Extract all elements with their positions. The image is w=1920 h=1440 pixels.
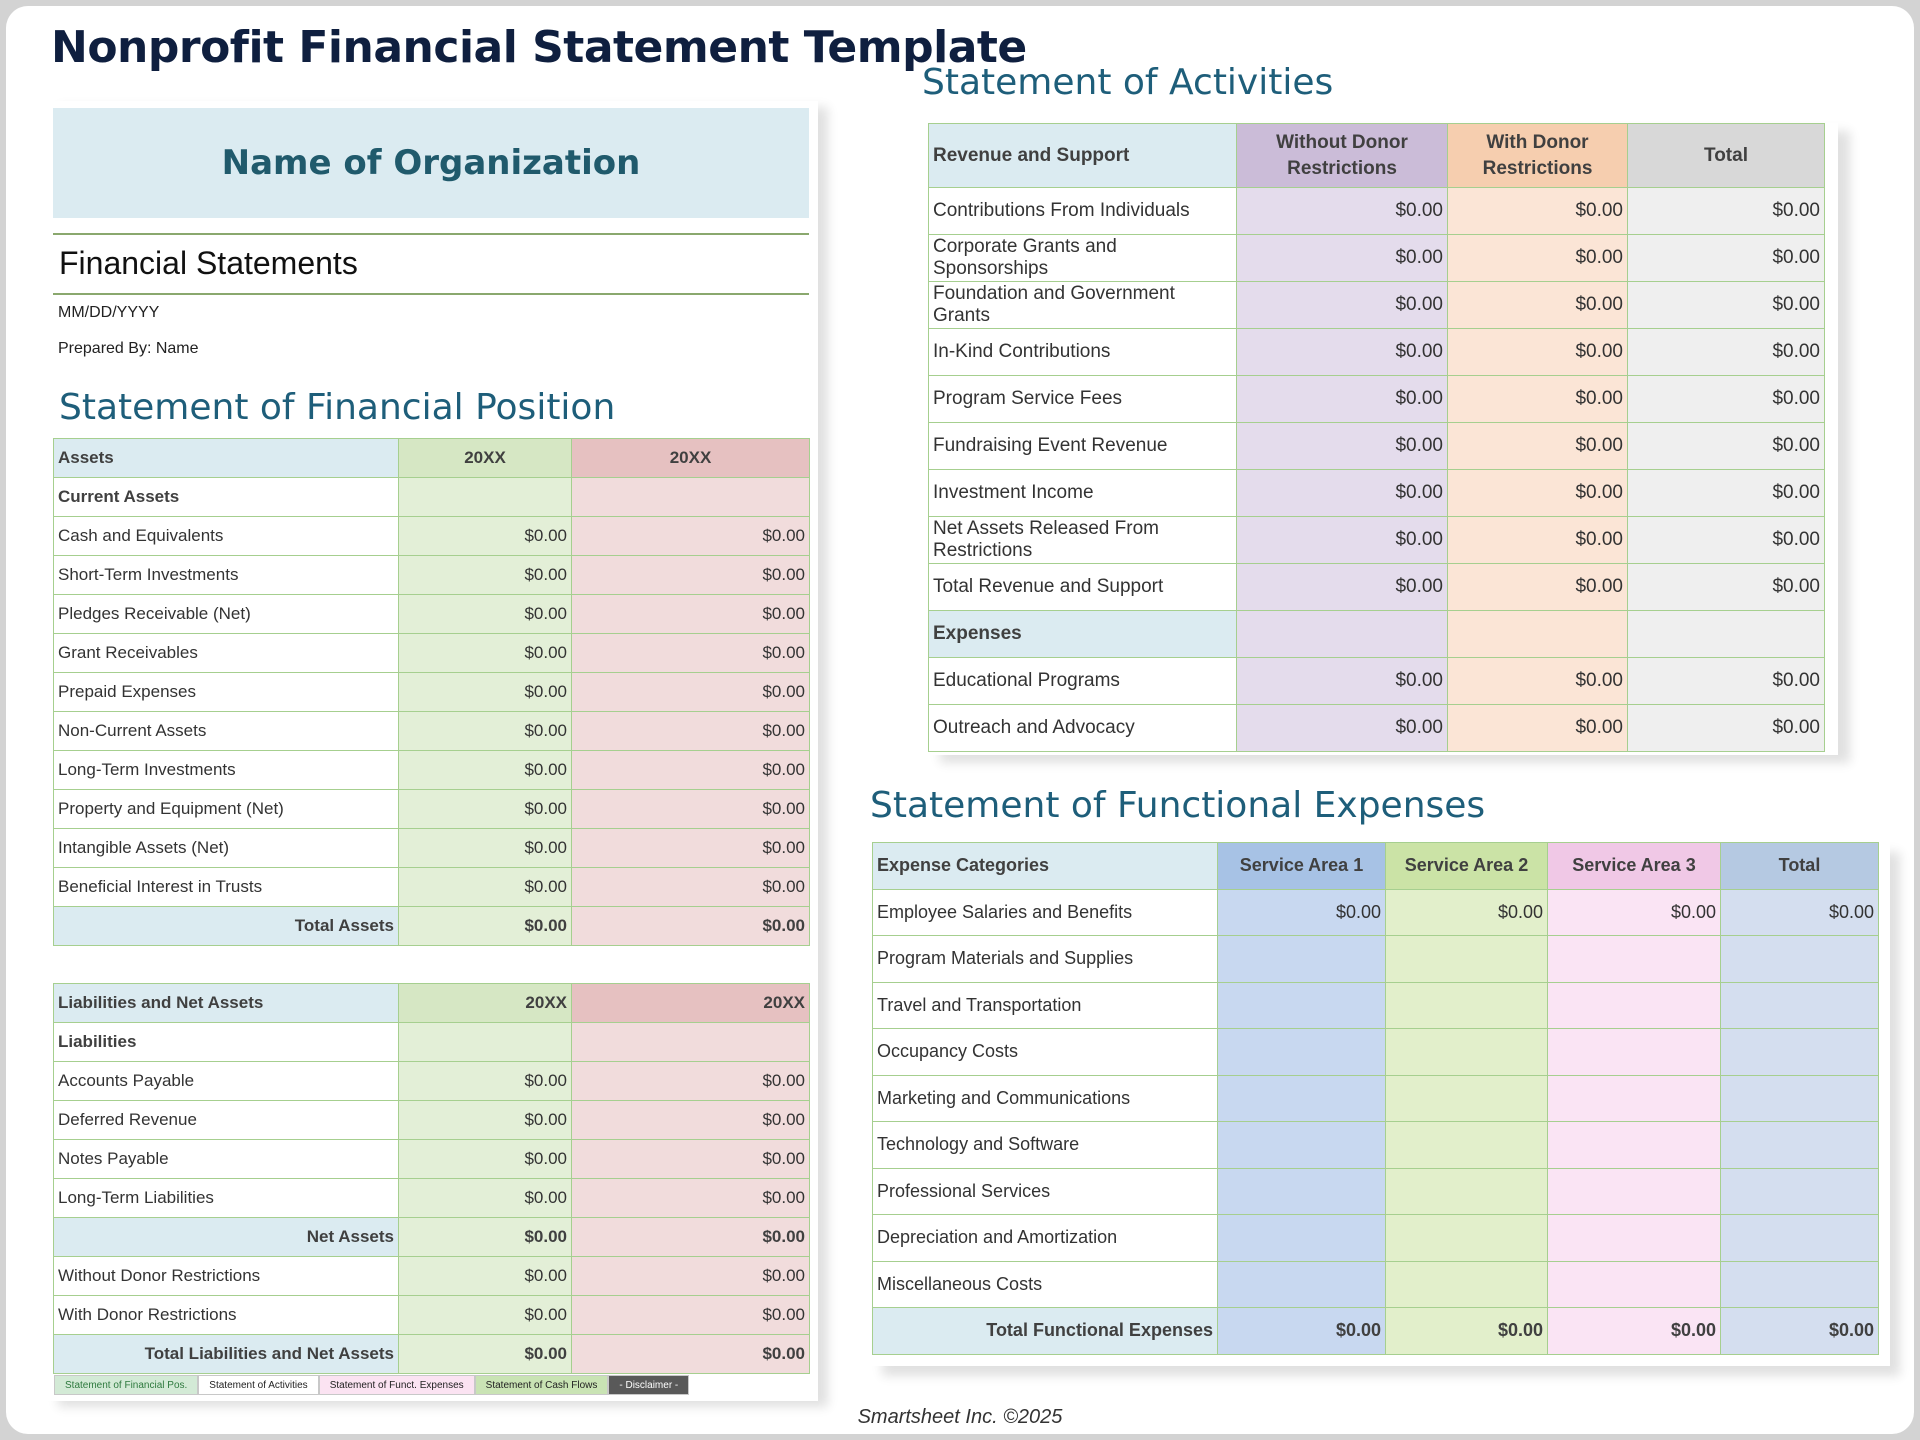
table-row <box>929 517 1825 564</box>
year-1-value[interactable]: $0.00 <box>399 1257 572 1296</box>
total-assets-label: Total Assets <box>54 907 399 946</box>
with-donor-value[interactable]: $0.00 <box>1448 705 1628 752</box>
table-row <box>929 376 1825 423</box>
category-label: Travel and Transportation <box>873 982 1218 1029</box>
service-area-2-value[interactable] <box>1386 1215 1548 1262</box>
expenses-label: Expenses <box>929 611 1237 658</box>
service-area-3-value[interactable] <box>1548 936 1721 983</box>
without-donor-value[interactable]: $0.00 <box>1237 188 1448 235</box>
row-label: Corporate Grants and Sponsorships <box>929 235 1237 282</box>
with-donor-value[interactable]: $0.00 <box>1448 329 1628 376</box>
empty-cell <box>1448 611 1628 658</box>
total-header: Total <box>1721 843 1879 890</box>
sheet-tab[interactable]: Statement of Activities <box>198 1375 318 1395</box>
row-label: Outreach and Advocacy <box>929 705 1237 752</box>
row-label: Educational Programs <box>929 658 1237 705</box>
total-value: $0.00 <box>1628 376 1825 423</box>
year-1-value[interactable]: $0.00 <box>399 595 572 634</box>
year-1-value[interactable]: $0.00 <box>399 751 572 790</box>
table-row <box>873 936 1879 983</box>
total-liabilities-year-1: $0.00 <box>399 1335 572 1374</box>
functional-expenses-title: Statement of Functional Expenses <box>870 785 1486 826</box>
table-header-row <box>929 124 1825 188</box>
table-row <box>54 1140 810 1179</box>
with-donor-value[interactable]: $0.00 <box>1448 470 1628 517</box>
net-assets-row <box>54 1218 810 1257</box>
current-assets-label: Current Assets <box>54 478 399 517</box>
table-row <box>54 868 810 907</box>
category-label: Marketing and Communications <box>873 1075 1218 1122</box>
financial-position-sheet <box>48 101 818 1401</box>
service-area-2-value[interactable]: $0.00 <box>1386 889 1548 936</box>
total-functional-label: Total Functional Expenses <box>873 1308 1218 1355</box>
row-label: Short-Term Investments <box>54 556 399 595</box>
table-row <box>873 1261 1879 1308</box>
total-value: $0.00 <box>1628 282 1825 329</box>
without-donor-value[interactable]: $0.00 <box>1237 705 1448 752</box>
row-label: Fundraising Event Revenue <box>929 423 1237 470</box>
total-value <box>1721 936 1879 983</box>
without-donor-value[interactable]: $0.00 <box>1237 329 1448 376</box>
table-row <box>54 1101 810 1140</box>
functional-expenses-table <box>872 842 1879 1355</box>
category-label: Occupancy Costs <box>873 1029 1218 1076</box>
sheet-tab[interactable]: - Disclaimer - <box>608 1375 689 1395</box>
year-1-value[interactable]: $0.00 <box>399 634 572 673</box>
total-value: $0.00 <box>1628 658 1825 705</box>
table-row <box>54 829 810 868</box>
year-2-value[interactable]: $0.00 <box>572 556 810 595</box>
with-donor-value[interactable]: $0.00 <box>1448 235 1628 282</box>
total-functional-total: $0.00 <box>1721 1308 1879 1355</box>
service-area-2-value[interactable] <box>1386 1075 1548 1122</box>
table-row <box>54 1179 810 1218</box>
row-label: Long-Term Liabilities <box>54 1179 399 1218</box>
year-2-value[interactable]: $0.00 <box>572 673 810 712</box>
year-2-value[interactable]: $0.00 <box>572 1179 810 1218</box>
without-donor-value[interactable]: $0.00 <box>1237 658 1448 705</box>
year-1-value[interactable]: $0.00 <box>399 790 572 829</box>
liabilities-label: Liabilities <box>54 1023 399 1062</box>
total-liabilities-year-2: $0.00 <box>572 1335 810 1374</box>
empty-cell <box>572 478 810 517</box>
total-value <box>1721 1075 1879 1122</box>
functional-expenses-sheet <box>872 842 1890 1366</box>
row-label: Deferred Revenue <box>54 1101 399 1140</box>
page-title: Nonprofit Financial Statement Template <box>51 22 1027 73</box>
table-row <box>873 1029 1879 1076</box>
year-2-value[interactable]: $0.00 <box>572 1101 810 1140</box>
table-row <box>54 1296 810 1335</box>
year-1-value[interactable]: $0.00 <box>399 1062 572 1101</box>
total-service-area-3: $0.00 <box>1548 1308 1721 1355</box>
total-value: $0.00 <box>1628 470 1825 517</box>
total-value <box>1721 982 1879 1029</box>
total-assets-year-2: $0.00 <box>572 907 810 946</box>
row-label: Prepaid Expenses <box>54 673 399 712</box>
section-row <box>54 1023 810 1062</box>
total-value: $0.00 <box>1721 889 1879 936</box>
service-area-2-value[interactable] <box>1386 936 1548 983</box>
year-1-value[interactable]: $0.00 <box>399 1140 572 1179</box>
total-value <box>1721 1215 1879 1262</box>
service-area-3-value[interactable] <box>1548 1261 1721 1308</box>
row-label: Non-Current Assets <box>54 712 399 751</box>
empty-cell <box>572 1023 810 1062</box>
net-assets-year-2: $0.00 <box>572 1218 810 1257</box>
empty-cell <box>399 1023 572 1062</box>
row-label: Contributions From Individuals <box>929 188 1237 235</box>
year-2-value[interactable]: $0.00 <box>572 751 810 790</box>
total-value <box>1721 1261 1879 1308</box>
year-header-2[interactable]: 20XX <box>572 984 810 1023</box>
row-label: Investment Income <box>929 470 1237 517</box>
row-label: Beneficial Interest in Trusts <box>54 868 399 907</box>
row-label: Intangible Assets (Net) <box>54 829 399 868</box>
table-row <box>54 673 810 712</box>
year-2-value[interactable]: $0.00 <box>572 1257 810 1296</box>
row-label: Foundation and Government Grants <box>929 282 1237 329</box>
year-1-value[interactable]: $0.00 <box>399 829 572 868</box>
row-label: Total Revenue and Support <box>929 564 1237 611</box>
sheet-tab[interactable]: Statement of Funct. Expenses <box>319 1375 475 1395</box>
year-1-value[interactable]: $0.00 <box>399 712 572 751</box>
service-area-2-value[interactable] <box>1386 982 1548 1029</box>
service-area-2-value[interactable] <box>1386 1122 1548 1169</box>
activities-title: Statement of Activities <box>922 62 1334 103</box>
row-label: Pledges Receivable (Net) <box>54 595 399 634</box>
table-header-row <box>54 439 810 478</box>
with-donor-header: With Donor Restrictions <box>1448 124 1628 188</box>
total-assets-year-1: $0.00 <box>399 907 572 946</box>
template-page <box>6 6 1914 1434</box>
service-area-3-value[interactable] <box>1548 1168 1721 1215</box>
empty-cell <box>399 478 572 517</box>
divider <box>53 293 809 295</box>
without-donor-value[interactable]: $0.00 <box>1237 470 1448 517</box>
table-row <box>873 889 1879 936</box>
table-row <box>54 712 810 751</box>
revenue-support-header: Revenue and Support <box>929 124 1237 188</box>
category-label: Miscellaneous Costs <box>873 1261 1218 1308</box>
year-1-value[interactable]: $0.00 <box>399 556 572 595</box>
year-1-value[interactable]: $0.00 <box>399 673 572 712</box>
table-row <box>54 1062 810 1101</box>
service-area-1-value[interactable] <box>1218 1029 1386 1076</box>
row-label: Without Donor Restrictions <box>54 1257 399 1296</box>
table-row <box>873 1215 1879 1262</box>
with-donor-value[interactable]: $0.00 <box>1448 658 1628 705</box>
without-donor-value[interactable]: $0.00 <box>1237 517 1448 564</box>
total-value: $0.00 <box>1628 329 1825 376</box>
row-label: Long-Term Investments <box>54 751 399 790</box>
expense-categories-header: Expense Categories <box>873 843 1218 890</box>
year-1-value[interactable]: $0.00 <box>399 1179 572 1218</box>
service-area-1-value[interactable] <box>1218 1122 1386 1169</box>
year-2-value[interactable]: $0.00 <box>572 634 810 673</box>
assets-header: Assets <box>54 439 399 478</box>
total-row <box>873 1308 1879 1355</box>
service-area-2-header[interactable]: Service Area 2 <box>1386 843 1548 890</box>
with-donor-value[interactable]: $0.00 <box>1448 517 1628 564</box>
with-donor-value[interactable]: $0.00 <box>1448 188 1628 235</box>
without-donor-value[interactable]: $0.00 <box>1237 564 1448 611</box>
without-donor-value[interactable]: $0.00 <box>1237 423 1448 470</box>
organization-name[interactable]: Name of Organization <box>53 108 809 218</box>
year-1-value[interactable]: $0.00 <box>399 868 572 907</box>
total-value: $0.00 <box>1628 423 1825 470</box>
service-area-1-header[interactable]: Service Area 1 <box>1218 843 1386 890</box>
service-area-3-value[interactable] <box>1548 1029 1721 1076</box>
year-2-value[interactable]: $0.00 <box>572 712 810 751</box>
with-donor-value[interactable]: $0.00 <box>1448 376 1628 423</box>
service-area-1-value[interactable] <box>1218 1075 1386 1122</box>
table-header-row <box>54 984 810 1023</box>
empty-cell <box>1237 611 1448 658</box>
total-row <box>54 907 810 946</box>
service-area-2-value[interactable] <box>1386 1029 1548 1076</box>
service-area-1-value[interactable]: $0.00 <box>1218 889 1386 936</box>
year-2-value[interactable]: $0.00 <box>572 1062 810 1101</box>
prepared-by[interactable]: Prepared By: Name <box>58 340 199 357</box>
table-row <box>54 517 810 556</box>
with-donor-value[interactable]: $0.00 <box>1448 423 1628 470</box>
year-2-value[interactable]: $0.00 <box>572 1296 810 1335</box>
total-value <box>1721 1029 1879 1076</box>
row-label: Property and Equipment (Net) <box>54 790 399 829</box>
net-assets-year-1: $0.00 <box>399 1218 572 1257</box>
row-label: In-Kind Contributions <box>929 329 1237 376</box>
assets-table <box>53 438 810 946</box>
sheet-tab[interactable]: Statement of Financial Pos. <box>54 1375 198 1395</box>
row-label: Grant Receivables <box>54 634 399 673</box>
year-1-value[interactable]: $0.00 <box>399 1101 572 1140</box>
year-2-value[interactable]: $0.00 <box>572 829 810 868</box>
empty-cell <box>1628 611 1825 658</box>
total-header: Total <box>1628 124 1825 188</box>
table-row <box>929 423 1825 470</box>
year-header-1[interactable]: 20XX <box>399 439 572 478</box>
table-row <box>873 1122 1879 1169</box>
service-area-1-value[interactable] <box>1218 1168 1386 1215</box>
row-label: Program Service Fees <box>929 376 1237 423</box>
category-label: Program Materials and Supplies <box>873 936 1218 983</box>
without-donor-value[interactable]: $0.00 <box>1237 235 1448 282</box>
liabilities-table <box>53 983 810 1374</box>
liabilities-header: Liabilities and Net Assets <box>54 984 399 1023</box>
table-row <box>54 790 810 829</box>
table-row <box>873 982 1879 1029</box>
table-row <box>873 1168 1879 1215</box>
year-2-value[interactable]: $0.00 <box>572 1140 810 1179</box>
section-row <box>929 611 1825 658</box>
category-label: Technology and Software <box>873 1122 1218 1169</box>
sheet-tab[interactable]: Statement of Cash Flows <box>475 1375 609 1395</box>
category-label: Employee Salaries and Benefits <box>873 889 1218 936</box>
total-value: $0.00 <box>1628 517 1825 564</box>
service-area-2-value[interactable] <box>1386 1168 1548 1215</box>
report-date[interactable]: MM/DD/YYYY <box>58 304 160 321</box>
section-row <box>54 478 810 517</box>
table-row <box>929 282 1825 329</box>
service-area-1-value[interactable] <box>1218 936 1386 983</box>
service-area-1-value[interactable] <box>1218 1261 1386 1308</box>
year-1-value[interactable]: $0.00 <box>399 1296 572 1335</box>
service-area-3-value[interactable] <box>1548 1215 1721 1262</box>
service-area-2-value[interactable] <box>1386 1261 1548 1308</box>
activities-table <box>928 123 1825 752</box>
year-1-value[interactable]: $0.00 <box>399 517 572 556</box>
table-row <box>929 188 1825 235</box>
without-donor-value[interactable]: $0.00 <box>1237 376 1448 423</box>
without-donor-header: Without Donor Restrictions <box>1237 124 1448 188</box>
year-2-value[interactable]: $0.00 <box>572 790 810 829</box>
table-header-row <box>873 843 1879 890</box>
row-label: Cash and Equivalents <box>54 517 399 556</box>
table-row <box>929 329 1825 376</box>
total-service-area-2: $0.00 <box>1386 1308 1548 1355</box>
table-row <box>873 1075 1879 1122</box>
total-service-area-1: $0.00 <box>1218 1308 1386 1355</box>
divider <box>53 233 809 235</box>
year-2-value[interactable]: $0.00 <box>572 868 810 907</box>
total-value: $0.00 <box>1628 564 1825 611</box>
year-2-value[interactable]: $0.00 <box>572 595 810 634</box>
service-area-3-value[interactable] <box>1548 1122 1721 1169</box>
table-row <box>929 705 1825 752</box>
year-2-value[interactable]: $0.00 <box>572 517 810 556</box>
table-row <box>929 235 1825 282</box>
financial-position-title: Statement of Financial Position <box>59 387 616 428</box>
table-row <box>54 751 810 790</box>
year-header-1[interactable]: 20XX <box>399 984 572 1023</box>
with-donor-value[interactable]: $0.00 <box>1448 282 1628 329</box>
total-value: $0.00 <box>1628 188 1825 235</box>
with-donor-value[interactable]: $0.00 <box>1448 564 1628 611</box>
table-row <box>54 634 810 673</box>
total-value: $0.00 <box>1628 235 1825 282</box>
category-label: Depreciation and Amortization <box>873 1215 1218 1262</box>
row-label: With Donor Restrictions <box>54 1296 399 1335</box>
table-row <box>929 470 1825 517</box>
footer-copyright: Smartsheet Inc. ©2025 <box>857 1406 1063 1428</box>
table-row <box>54 595 810 634</box>
total-value <box>1721 1122 1879 1169</box>
service-area-1-value[interactable] <box>1218 982 1386 1029</box>
table-row <box>929 564 1825 611</box>
financial-statements-heading: Financial Statements <box>59 245 358 281</box>
service-area-1-value[interactable] <box>1218 1215 1386 1262</box>
table-row <box>54 1257 810 1296</box>
table-row <box>929 658 1825 705</box>
service-area-3-value[interactable] <box>1548 1075 1721 1122</box>
total-value: $0.00 <box>1628 705 1825 752</box>
year-header-2[interactable]: 20XX <box>572 439 810 478</box>
without-donor-value[interactable]: $0.00 <box>1237 282 1448 329</box>
total-value <box>1721 1168 1879 1215</box>
activities-sheet <box>928 123 1838 755</box>
service-area-3-header[interactable]: Service Area 3 <box>1548 843 1721 890</box>
row-label: Net Assets Released From Restrictions <box>929 517 1237 564</box>
row-label: Notes Payable <box>54 1140 399 1179</box>
service-area-3-value[interactable] <box>1548 982 1721 1029</box>
sheet-tabs <box>54 1375 689 1395</box>
category-label: Professional Services <box>873 1168 1218 1215</box>
total-row <box>54 1335 810 1374</box>
row-label: Accounts Payable <box>54 1062 399 1101</box>
net-assets-label: Net Assets <box>54 1218 399 1257</box>
total-liabilities-label: Total Liabilities and Net Assets <box>54 1335 399 1374</box>
service-area-3-value[interactable]: $0.00 <box>1548 889 1721 936</box>
table-row <box>54 556 810 595</box>
